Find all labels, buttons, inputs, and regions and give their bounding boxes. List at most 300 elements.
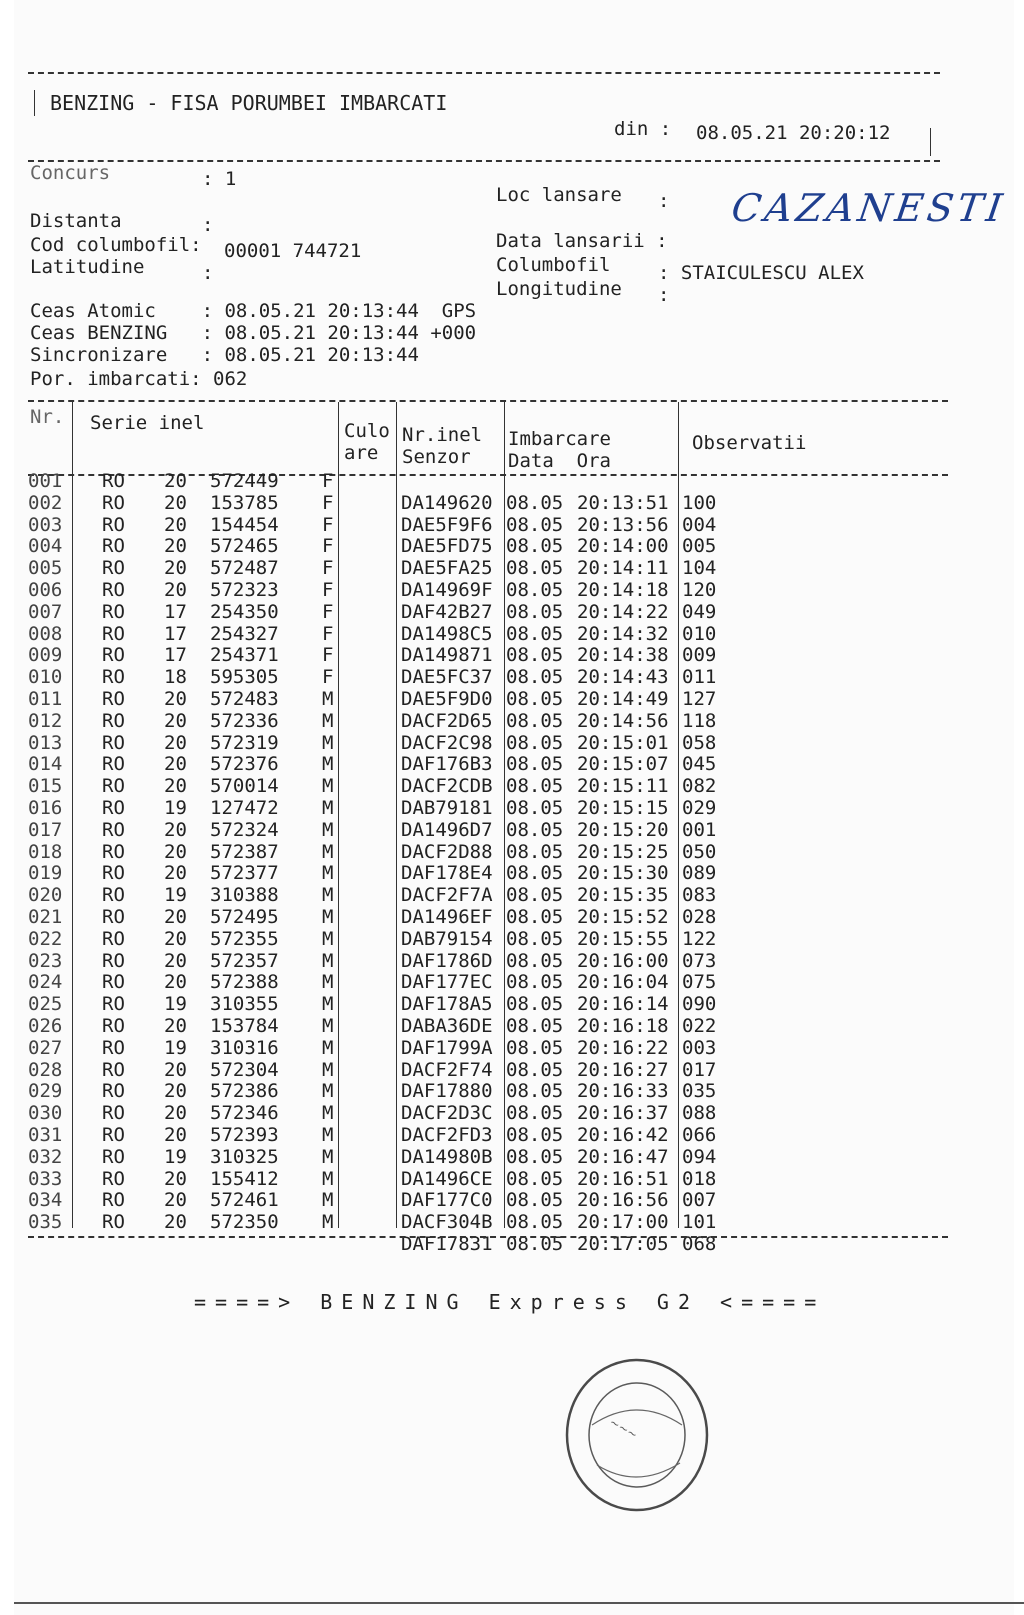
pigeon-sex: M (322, 753, 334, 776)
sensor-id: DAE5FA25 (401, 557, 493, 580)
row-number: 020 (28, 884, 63, 907)
basket-date: 08.05 (506, 775, 564, 798)
header-datetime: 08.05.21 20:20:12 (696, 122, 891, 144)
header-bottom-border (28, 160, 940, 162)
observation: 100 (682, 491, 717, 514)
pigeon-sex: F (322, 579, 334, 601)
basket-time: 20:16:47 (577, 1145, 669, 1168)
observation: 118 (682, 709, 717, 732)
observation: 068 (682, 1233, 717, 1255)
row-number: 029 (28, 1080, 63, 1103)
columbofil-label: Columbofil (496, 254, 611, 276)
basket-time: 20:17:05 (577, 1233, 669, 1255)
basket-time: 20:15:30 (577, 862, 669, 885)
sensor-id: DACF2C98 (401, 731, 493, 754)
sensor-id: DAE5F9F6 (401, 513, 493, 536)
sensor-id: DAF1799A (401, 1036, 493, 1059)
ring-year: 20 (164, 688, 187, 710)
basket-date: 08.05 (506, 906, 564, 928)
ring-number: 572350 (210, 1211, 279, 1234)
table-row (14, 470, 1014, 492)
basket-date: 08.05 (506, 579, 564, 601)
pigeon-sex: F (322, 666, 334, 689)
loc-lansare-handwritten: CAZANESTI (728, 186, 1009, 230)
basket-time: 20:14:18 (577, 579, 669, 601)
loc-lansare-colon: : (658, 190, 670, 212)
row-number: 022 (28, 927, 63, 950)
ring-year: 19 (164, 1145, 187, 1168)
observation: 075 (682, 971, 717, 994)
ring-number: 572461 (210, 1189, 279, 1212)
pigeon-sex: M (322, 818, 334, 841)
document-title: BENZING - FISA PORUMBEI IMBARCATI (50, 91, 448, 115)
table-row (14, 753, 1014, 775)
ring-country: RO (102, 644, 125, 667)
ring-number: 155412 (210, 1167, 279, 1190)
table-row (14, 623, 1014, 645)
ring-year: 19 (164, 797, 187, 819)
ring-number: 572388 (210, 971, 279, 994)
basket-date: 08.05 (506, 491, 564, 514)
basket-date: 08.05 (506, 1080, 564, 1103)
ring-year: 20 (164, 862, 187, 885)
loc-lansare-label: Loc lansare (496, 184, 622, 206)
col-header-culoare-1: Culo (344, 420, 390, 442)
ring-country: RO (102, 709, 125, 732)
row-number: 018 (28, 840, 63, 863)
sensor-id: DACF2D3C (401, 1102, 493, 1125)
row-number: 003 (28, 513, 63, 536)
table-row (14, 1102, 1014, 1124)
basket-date: 08.05 (506, 1036, 564, 1059)
sensor-id: DACF2D65 (401, 709, 493, 732)
col-header-nrinel-1: Nr.inel (402, 424, 483, 446)
table-row (14, 688, 1014, 710)
basket-time: 20:13:56 (577, 513, 669, 536)
sensor-id: DAF178E4 (401, 862, 493, 885)
ring-country: RO (102, 535, 125, 558)
ring-number: 254371 (210, 644, 279, 667)
ring-year: 20 (164, 840, 187, 863)
observation: 066 (682, 1124, 717, 1146)
sensor-id: DACF2F7A (401, 884, 493, 907)
ring-country: RO (102, 600, 125, 623)
ring-country: RO (102, 513, 125, 536)
table-top-border (28, 400, 948, 402)
basket-time: 20:16:33 (577, 1080, 669, 1103)
ring-number: 127472 (210, 797, 279, 819)
ring-country: RO (102, 884, 125, 907)
ring-year: 20 (164, 731, 187, 754)
observation: 090 (682, 993, 717, 1016)
footer-device-banner: ====> BENZING Express G2 <==== (194, 1290, 826, 1314)
pigeon-sex: M (322, 993, 334, 1016)
sensor-id: DA14969F (401, 579, 493, 601)
ring-number: 572357 (210, 949, 279, 972)
basket-time: 20:15:35 (577, 884, 669, 907)
row-number: 030 (28, 1102, 63, 1125)
basket-time: 20:14:56 (577, 709, 669, 732)
ring-number: 153785 (210, 491, 279, 514)
ring-year: 20 (164, 513, 187, 536)
pigeon-sex: M (322, 775, 334, 798)
basket-date: 08.05 (506, 884, 564, 907)
row-number: 035 (28, 1211, 63, 1234)
pigeon-sex: M (322, 906, 334, 928)
col-header-imbarcare: Imbarcare (508, 428, 611, 450)
table-row (14, 1015, 1014, 1037)
pigeon-sex: M (322, 797, 334, 819)
pigeon-sex: M (322, 1211, 334, 1234)
observation: 122 (682, 927, 717, 950)
sensor-id: DACF2D88 (401, 840, 493, 863)
ring-year: 20 (164, 949, 187, 972)
pigeon-sex: M (322, 688, 334, 710)
basket-date: 08.05 (506, 666, 564, 689)
col-header-data-ora: Data Ora (508, 450, 611, 472)
sensor-id: DA149620 (401, 491, 493, 514)
row-number: 033 (28, 1167, 63, 1190)
header-top-border (28, 72, 940, 74)
basket-time: 20:16:18 (577, 1015, 669, 1037)
table-row (14, 797, 1014, 819)
observation: 101 (682, 1211, 717, 1234)
ceas-atomic-line: Ceas Atomic : 08.05.21 20:13:44 GPS (30, 300, 477, 322)
ring-number: 572495 (210, 906, 279, 928)
ring-country: RO (102, 470, 125, 492)
observation: 120 (682, 579, 717, 601)
pigeon-sex: F (322, 644, 334, 667)
ring-country: RO (102, 1102, 125, 1125)
observation: 050 (682, 840, 717, 863)
observation: 004 (682, 513, 717, 536)
ring-country: RO (102, 1167, 125, 1190)
ring-year: 18 (164, 666, 187, 689)
basket-date: 08.05 (506, 622, 564, 645)
pigeon-sex: F (322, 622, 334, 645)
table-row (14, 841, 1014, 863)
row-number: 027 (28, 1036, 63, 1059)
ring-number: 570014 (210, 775, 279, 798)
basket-date: 08.05 (506, 731, 564, 754)
ring-country: RO (102, 1189, 125, 1212)
pigeon-sex: M (322, 1124, 334, 1146)
row-number: 032 (28, 1145, 63, 1168)
pigeon-sex: M (322, 1102, 334, 1125)
basket-time: 20:14:38 (577, 644, 669, 667)
pigeon-sex: M (322, 1058, 334, 1081)
basket-time: 20:16:37 (577, 1102, 669, 1125)
page-bottom-rule (14, 1602, 1024, 1604)
table-row (14, 579, 1014, 601)
table-row (14, 1211, 1014, 1233)
ring-country: RO (102, 840, 125, 863)
sincronizare-line: Sincronizare : 08.05.21 20:13:44 (30, 344, 419, 366)
row-number: 023 (28, 949, 63, 972)
basket-time: 20:15:11 (577, 775, 669, 798)
ring-year: 20 (164, 1080, 187, 1103)
basket-time: 20:15:07 (577, 753, 669, 776)
ring-year: 20 (164, 753, 187, 776)
basket-time: 20:16:04 (577, 971, 669, 994)
row-number: 010 (28, 666, 63, 689)
sensor-id: DAE5FC37 (401, 666, 493, 689)
basket-date: 08.05 (506, 644, 564, 667)
ring-country: RO (102, 797, 125, 819)
pigeon-sex: F (322, 557, 334, 580)
basket-date: 08.05 (506, 513, 564, 536)
ring-year: 20 (164, 1189, 187, 1212)
observation: 018 (682, 1167, 717, 1190)
ring-year: 20 (164, 709, 187, 732)
porumbei-imbarcati-line: Por. imbarcati: 062 (30, 368, 248, 390)
col-header-observatii: Observatii (692, 432, 807, 454)
table-row (14, 1189, 1014, 1211)
col-header-nrinel-2: Senzor (402, 446, 471, 468)
basket-date: 08.05 (506, 1102, 564, 1125)
ring-year: 20 (164, 579, 187, 601)
ring-number: 572324 (210, 818, 279, 841)
observation: 104 (682, 557, 717, 580)
basket-date: 08.05 (506, 1124, 564, 1146)
pigeon-sex: M (322, 971, 334, 994)
ring-year: 20 (164, 470, 187, 492)
row-number: 005 (28, 557, 63, 580)
ring-year: 19 (164, 1036, 187, 1059)
ring-number: 310388 (210, 884, 279, 907)
basket-time: 20:16:00 (577, 949, 669, 972)
table-row (14, 710, 1014, 732)
basket-time: 20:15:20 (577, 818, 669, 841)
longitudine-label: Longitudine (496, 278, 622, 300)
ring-number: 254350 (210, 600, 279, 623)
observation: 049 (682, 600, 717, 623)
sensor-id: DAF17831 (401, 1233, 493, 1255)
sensor-id: DAE5F9D0 (401, 688, 493, 710)
table-row (14, 1037, 1014, 1059)
row-number: 034 (28, 1189, 63, 1212)
ring-number: 572377 (210, 862, 279, 885)
ring-year: 17 (164, 622, 187, 645)
basket-date: 08.05 (506, 1233, 564, 1255)
row-number: 026 (28, 1015, 63, 1037)
table-row (14, 775, 1014, 797)
ring-year: 20 (164, 535, 187, 558)
concurs-label: Concurs (30, 162, 111, 184)
basket-time: 20:15:52 (577, 906, 669, 928)
ring-year: 20 (164, 906, 187, 928)
concurs-value: : 1 (202, 168, 237, 190)
ring-country: RO (102, 818, 125, 841)
basket-time: 20:14:11 (577, 557, 669, 580)
association-seal-stamp (562, 1355, 712, 1515)
ring-country: RO (102, 1145, 125, 1168)
ring-year: 20 (164, 1211, 187, 1234)
sensor-id: DA1496EF (401, 906, 493, 928)
basket-date: 08.05 (506, 1211, 564, 1234)
observation: 073 (682, 949, 717, 972)
ring-number: 572386 (210, 1080, 279, 1103)
ring-country: RO (102, 1036, 125, 1059)
ring-number: 572323 (210, 579, 279, 601)
pigeon-sex: M (322, 840, 334, 863)
ring-country: RO (102, 862, 125, 885)
row-number: 007 (28, 600, 63, 623)
ring-year: 17 (164, 600, 187, 623)
ring-number: 572304 (210, 1058, 279, 1081)
ring-year: 20 (164, 818, 187, 841)
row-number: 002 (28, 491, 63, 514)
ring-country: RO (102, 949, 125, 972)
pigeon-sex: M (322, 927, 334, 950)
ring-number: 254327 (210, 622, 279, 645)
ring-country: RO (102, 666, 125, 689)
observation: 127 (682, 688, 717, 710)
row-number: 006 (28, 579, 63, 601)
row-number: 028 (28, 1058, 63, 1081)
table-row (14, 993, 1014, 1015)
pigeon-sex: M (322, 949, 334, 972)
sensor-id: DAF17880 (401, 1080, 493, 1103)
row-number: 011 (28, 688, 63, 710)
ring-number: 572355 (210, 927, 279, 950)
basket-date: 08.05 (506, 1015, 564, 1037)
basket-date: 08.05 (506, 1167, 564, 1190)
observation: 083 (682, 884, 717, 907)
sensor-id: DA149871 (401, 644, 493, 667)
ring-year: 20 (164, 1015, 187, 1037)
basket-date: 08.05 (506, 600, 564, 623)
cod-columbofil-value: 00001 744721 (224, 240, 362, 262)
observation: 001 (682, 818, 717, 841)
pigeon-sex: F (322, 513, 334, 536)
row-number: 009 (28, 644, 63, 667)
benzing-printout-sheet (14, 0, 1014, 1615)
observation: 028 (682, 906, 717, 928)
ring-number: 310316 (210, 1036, 279, 1059)
observation: 045 (682, 753, 717, 776)
ring-country: RO (102, 622, 125, 645)
basket-time: 20:16:56 (577, 1189, 669, 1212)
table-row (14, 906, 1014, 928)
sensor-id: DACF2FD3 (401, 1124, 493, 1146)
table-row (14, 862, 1014, 884)
basket-date: 08.05 (506, 1058, 564, 1081)
basket-date: 08.05 (506, 709, 564, 732)
observation: 082 (682, 775, 717, 798)
basket-time: 20:15:15 (577, 797, 669, 819)
observation: 009 (682, 644, 717, 667)
latitudine-label: Latitudine (30, 256, 145, 278)
table-row (14, 1168, 1014, 1190)
basket-time: 20:15:55 (577, 927, 669, 950)
ring-country: RO (102, 688, 125, 710)
observation: 005 (682, 535, 717, 558)
basket-date: 08.05 (506, 1189, 564, 1212)
table-bottom-border (28, 1236, 948, 1238)
sensor-id: DAF177EC (401, 971, 493, 994)
ring-year: 19 (164, 884, 187, 907)
basket-date: 08.05 (506, 927, 564, 950)
ring-number: 572346 (210, 1102, 279, 1125)
basket-date: 08.05 (506, 557, 564, 580)
sensor-id: DA14980B (401, 1145, 493, 1168)
ring-year: 20 (164, 1102, 187, 1125)
pigeon-sex: M (322, 1080, 334, 1103)
data-lansarii-label: Data lansarii : (496, 230, 668, 252)
basket-time: 20:13:51 (577, 491, 669, 514)
row-number: 031 (28, 1124, 63, 1146)
basket-date: 08.05 (506, 949, 564, 972)
ring-number: 572387 (210, 840, 279, 863)
distanta-label: Distanta (30, 210, 122, 232)
ring-year: 20 (164, 1058, 187, 1081)
basket-date: 08.05 (506, 971, 564, 994)
ring-number: 572393 (210, 1124, 279, 1146)
table-row (14, 492, 1014, 514)
ring-country: RO (102, 579, 125, 601)
basket-time: 20:14:00 (577, 535, 669, 558)
pigeon-sex: F (322, 491, 334, 514)
basket-time: 20:16:27 (577, 1058, 669, 1081)
ring-year: 20 (164, 775, 187, 798)
basket-date: 08.05 (506, 862, 564, 885)
basket-time: 20:14:32 (577, 622, 669, 645)
pigeon-sex: F (322, 535, 334, 558)
ring-number: 572483 (210, 688, 279, 710)
sensor-id: DAB79181 (401, 797, 493, 819)
pigeon-sex: M (322, 884, 334, 907)
sensor-id: DACF2F74 (401, 1058, 493, 1081)
ring-country: RO (102, 993, 125, 1016)
sensor-id: DAE5FD75 (401, 535, 493, 558)
sensor-id: DAF178A5 (401, 993, 493, 1016)
sensor-id: DAB79154 (401, 927, 493, 950)
table-row (14, 1146, 1014, 1168)
ring-number: 572465 (210, 535, 279, 558)
observation: 010 (682, 622, 717, 645)
basket-time: 20:14:49 (577, 688, 669, 710)
sensor-id: DA1496D7 (401, 818, 493, 841)
row-number: 014 (28, 753, 63, 776)
sensor-id: DAF1786D (401, 949, 493, 972)
table-row (14, 971, 1014, 993)
table-row (14, 557, 1014, 579)
observation: 088 (682, 1102, 717, 1125)
ring-year: 20 (164, 1124, 187, 1146)
table-row (14, 1080, 1014, 1102)
svg-text:~~~: ~~~ (607, 1414, 641, 1443)
ring-number: 572449 (210, 470, 279, 492)
table-row (14, 601, 1014, 623)
ring-country: RO (102, 906, 125, 928)
ring-number: 310355 (210, 993, 279, 1016)
basket-date: 08.05 (506, 753, 564, 776)
ring-number: 310325 (210, 1145, 279, 1168)
longitudine-colon: : (658, 284, 670, 306)
ring-number: 153784 (210, 1015, 279, 1037)
ring-number: 572376 (210, 753, 279, 776)
observation: 007 (682, 1189, 717, 1212)
row-number: 021 (28, 906, 63, 928)
basket-time: 20:17:00 (577, 1211, 669, 1234)
observation: 058 (682, 731, 717, 754)
table-row (14, 535, 1014, 557)
pigeon-sex: M (322, 731, 334, 754)
table-row (14, 950, 1014, 972)
table-row (14, 1059, 1014, 1081)
sensor-id: DACF304B (401, 1211, 493, 1234)
